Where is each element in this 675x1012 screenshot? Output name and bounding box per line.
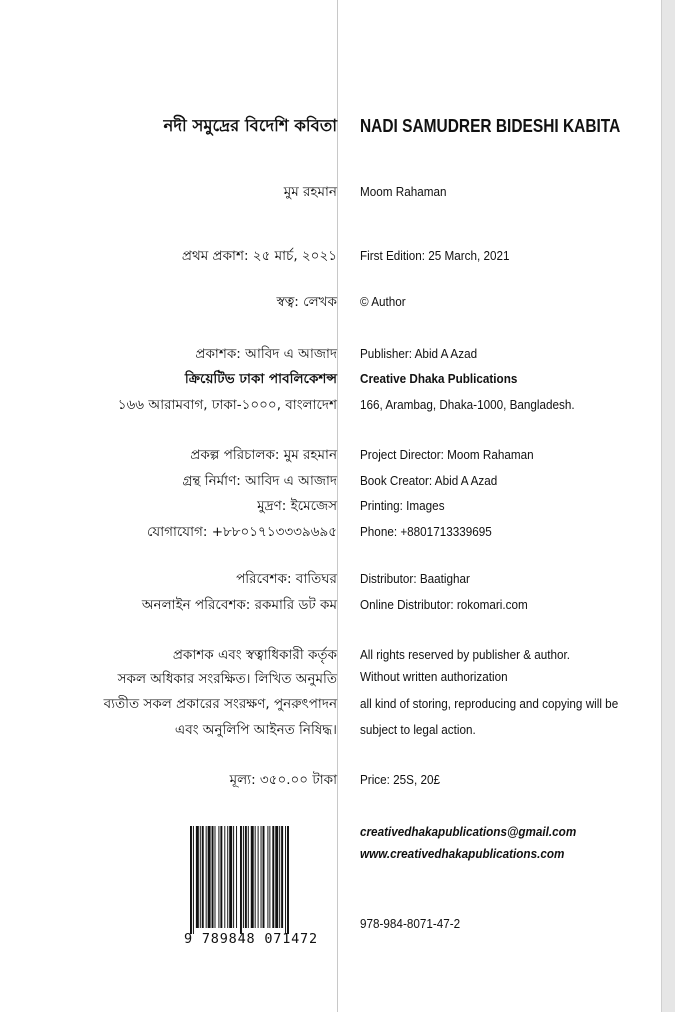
barcode-bar [261,826,262,928]
barcode-bar [215,826,216,928]
barcode-bar [227,826,228,928]
book-creator-english: Book Creator: Abid A Azad [360,473,498,488]
publisher-address-bangla: ১৬৬ আরামবাগ, ঢাকা-১০০০, বাংলাদেশ [117,397,337,413]
distributor-english: Distributor: Baatighar [360,571,470,586]
barcode-bar [212,826,214,928]
barcode-bar [243,826,244,928]
price-bangla: মূল্য: ৩৫০.০০ টাকা [229,772,337,788]
center-divider [337,0,338,1012]
isbn-number: 978-984-8071-47-2 [360,916,461,931]
project-director-english: Project Director: Moom Rahaman [360,447,534,462]
barcode-bar [229,826,232,928]
barcode-bar [263,826,265,928]
rights-bangla-line: প্রকাশক এবং স্বত্বাধিকারী কর্তৃক [172,647,337,663]
barcode-bar [208,826,211,928]
printing-english: Printing: Images [360,498,445,513]
barcode-bar [196,826,199,928]
publisher-english: Publisher: Abid A Azad [360,346,478,361]
copyright-english: © Author [360,294,406,309]
publisher-company-english: Creative Dhaka Publications [360,371,518,386]
rights-english-line: all kind of storing, reproducing and copying will be [360,696,619,711]
online-distributor-english: Online Distributor: rokomari.com [360,597,528,612]
barcode-bar [240,826,242,934]
copyright-bangla: স্বত্ব: লেখক [276,294,337,310]
page-edge [661,0,675,1012]
barcode-bar [245,826,247,928]
edition-bangla: প্রথম প্রকাশ: ২৫ মার্চ, ২০২১ [181,248,337,264]
barcode-bar [200,826,201,928]
isbn-barcode [190,826,336,934]
barcode-bar [233,826,234,928]
barcode-bar [267,826,268,928]
barcode-bar [206,826,207,928]
barcode-bar [272,826,274,928]
barcode-bar [251,826,254,928]
printing-bangla: মুদ্রণ: ইমেজেস [257,498,337,514]
barcode-bar [255,826,256,928]
online-distributor-bangla: অনলাইন পরিবেশক: রকমারি ডট কম [141,597,337,613]
author-english: Moom Rahaman [360,184,447,199]
distributor-bangla: পরিবেশক: বাতিঘর [236,571,337,587]
barcode-bar [287,826,289,934]
barcode-bar [193,826,194,934]
rights-bangla-line: সকল অধিকার সংরক্ষিত। লিখিত অনুমতি [117,671,337,687]
title-english: NADI SAMUDRER BIDESHI KABITA [360,116,621,136]
barcode-bar [275,826,278,928]
barcode-bar [279,826,280,928]
publisher-address-english: 166, Arambag, Dhaka-1000, Bangladesh. [360,397,575,412]
barcode-bar [258,826,259,928]
barcode-bar [220,826,222,928]
rights-bangla-line: এবং অনুলিপি আইনত নিষিদ্ধ। [174,722,337,738]
rights-bangla-line: ব্যতীত সকল প্রকারের সংরক্ষণ, পুনরুৎপাদন [103,696,337,712]
barcode-bar [285,826,286,934]
barcode-bar [224,826,225,928]
rights-english-line: Without written authorization [360,669,508,684]
barcode-bar [269,826,270,928]
publisher-bangla: প্রকাশক: আবিদ এ আজাদ [195,346,337,362]
phone-bangla: যোগাযোগ: +৮৮০১৭১৩৩৩৯৬৯৫ [146,524,337,540]
phone-english: Phone: +8801713339695 [360,524,492,539]
barcode-bar [190,826,192,934]
email-address: creativedhakapublications@gmail.com [360,824,577,839]
edition-english: First Edition: 25 March, 2021 [360,248,510,263]
barcode-bar [248,826,249,928]
barcode-digits: 9 789848 071472 [184,931,318,947]
barcode-bar [202,826,204,928]
barcode-bar [236,826,237,928]
publisher-company-bangla: ক্রিয়েটিভ ঢাকা পাবলিকেশন্স [184,371,337,387]
rights-english-line: All rights reserved by publisher & author. [360,647,571,662]
barcode-bar [281,826,283,928]
rights-english-line: subject to legal action. [360,722,476,737]
price-english: Price: 25S, 20£ [360,772,441,787]
title-bangla: নদী সমুদ্রের বিদেশি কবিতা [163,116,337,135]
website-url: www.creativedhakapublications.com [360,846,565,861]
barcode-bar [218,826,219,928]
project-director-bangla: প্রকল্প পরিচালক: মুম রহমান [190,447,337,463]
author-bangla: মুম রহমান [283,184,337,200]
book-creator-bangla: গ্রন্থ নির্মাণ: আবিদ এ আজাদ [182,473,337,489]
